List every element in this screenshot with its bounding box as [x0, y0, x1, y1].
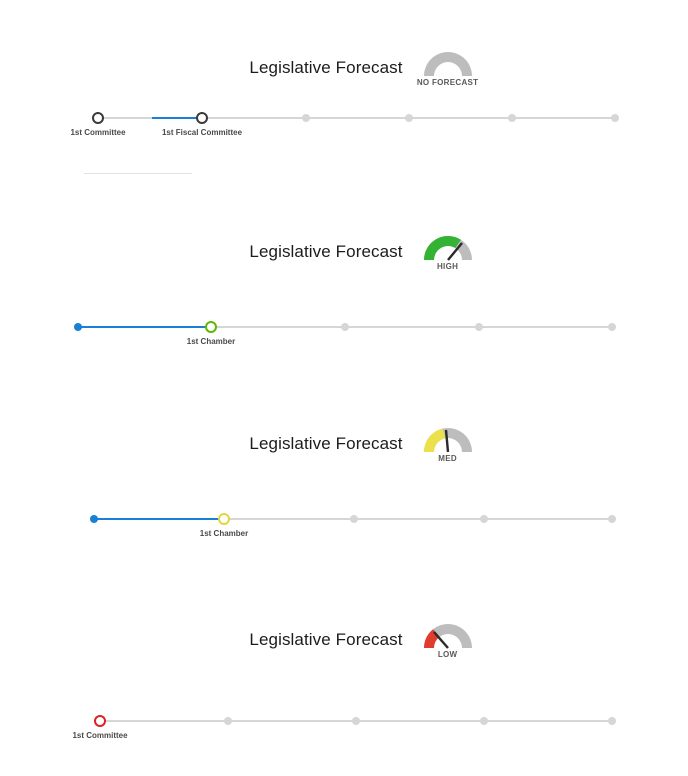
- page-title: Legislative Forecast: [249, 629, 403, 649]
- forecast-gauge-med: [417, 424, 479, 463]
- forecast-block-med: [0, 424, 688, 538]
- step-node-5[interactable]: [608, 515, 616, 523]
- step-node-1st-fiscal-committee[interactable]: [196, 112, 208, 124]
- forecast-header: [0, 424, 688, 463]
- progress-track: [0, 317, 688, 357]
- gauge-icon: [420, 232, 476, 261]
- step-node-2[interactable]: [224, 717, 232, 725]
- forecast-block-high: [0, 232, 688, 346]
- step-node-4[interactable]: [480, 515, 488, 523]
- step-node-6[interactable]: [611, 114, 619, 122]
- forecast-gauge-no-forecast: [417, 48, 479, 87]
- section-divider: [84, 173, 192, 174]
- step-label-1st-fiscal-committee: 1st Fiscal Committee: [161, 128, 243, 137]
- step-node-1st-chamber[interactable]: [218, 513, 230, 525]
- step-label-1st-chamber: 1st Chamber: [199, 529, 249, 538]
- gauge-label: LOW: [437, 650, 458, 659]
- step-node-1st-committee[interactable]: [94, 715, 106, 727]
- forecast-block-low: [0, 620, 688, 740]
- step-node-4[interactable]: [480, 717, 488, 725]
- step-node-4[interactable]: [475, 323, 483, 331]
- forecast-header: [0, 620, 688, 659]
- step-node-1st-chamber[interactable]: [205, 321, 217, 333]
- progress-track: [0, 108, 688, 148]
- progress-track: [0, 509, 688, 549]
- track-line-fill: [152, 117, 202, 119]
- forecast-header: [0, 232, 688, 271]
- page-title: Legislative Forecast: [249, 433, 403, 453]
- gauge-label: NO FORECAST: [416, 78, 479, 87]
- gauge-label: HIGH: [436, 262, 459, 271]
- gauge-icon: [420, 424, 476, 453]
- track-line-fill: [78, 326, 211, 328]
- page-title: Legislative Forecast: [249, 241, 403, 261]
- forecast-block-no-forecast: [0, 48, 688, 137]
- step-node-1st-committee[interactable]: [92, 112, 104, 124]
- step-label-1st-chamber: 1st Chamber: [186, 337, 236, 346]
- step-node-3[interactable]: [302, 114, 310, 122]
- forecast-header: [0, 48, 688, 87]
- step-node-5[interactable]: [608, 323, 616, 331]
- forecast-gauge-low: [417, 620, 479, 659]
- step-node-4[interactable]: [405, 114, 413, 122]
- step-node-1[interactable]: [90, 515, 98, 523]
- step-node-5[interactable]: [508, 114, 516, 122]
- step-node-3[interactable]: [341, 323, 349, 331]
- forecast-gauge-high: [417, 232, 479, 271]
- track-line-fill: [94, 518, 224, 520]
- step-label-1st-committee: 1st Committee: [70, 128, 126, 137]
- progress-track: [0, 711, 688, 751]
- page-title: Legislative Forecast: [249, 57, 403, 77]
- gauge-icon: [420, 620, 476, 649]
- step-node-5[interactable]: [608, 717, 616, 725]
- gauge-label: MED: [438, 454, 457, 463]
- step-label-1st-committee: 1st Committee: [72, 731, 128, 740]
- gauge-icon: [420, 48, 476, 77]
- step-node-3[interactable]: [352, 717, 360, 725]
- step-node-3[interactable]: [350, 515, 358, 523]
- step-node-1[interactable]: [74, 323, 82, 331]
